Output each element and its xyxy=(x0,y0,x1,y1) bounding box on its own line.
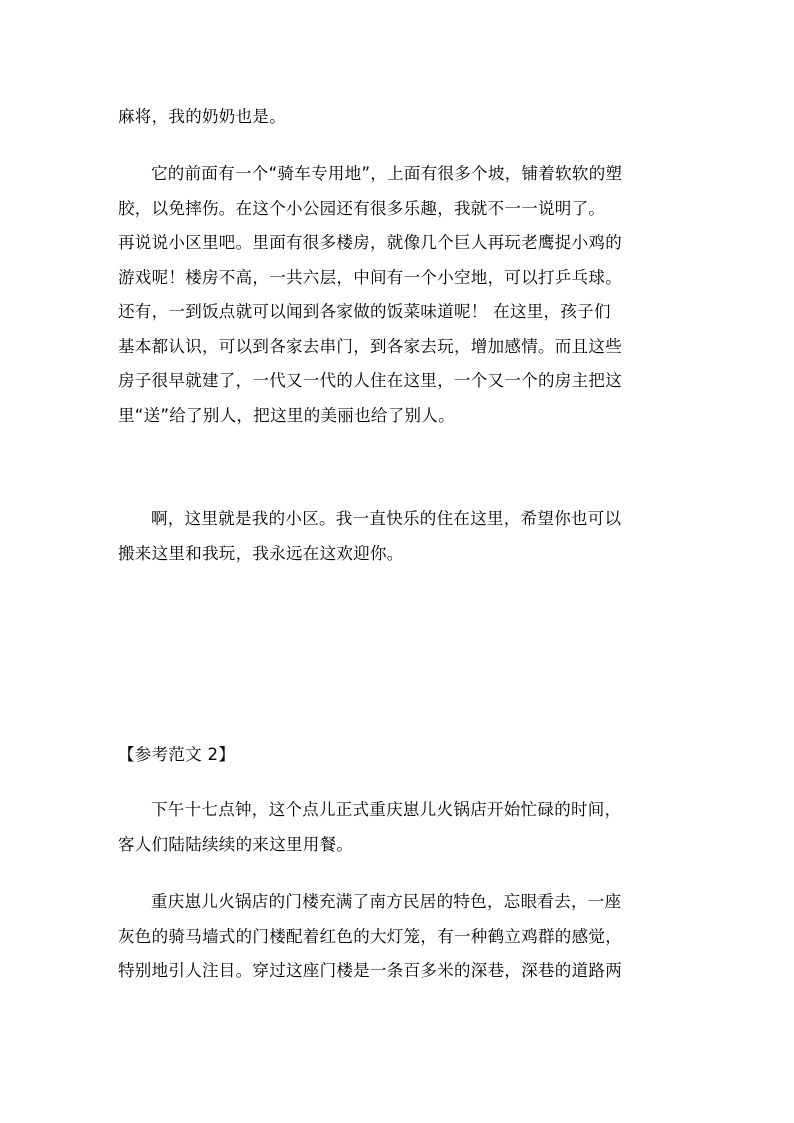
paragraph-continued xyxy=(118,100,678,135)
text-line: 搬来这里和我玩，我永远在这欢迎你。 xyxy=(118,543,404,563)
text-line: 胶，以免摔伤。在这个小公园还有很多乐趣，我就不一一说明了。 xyxy=(118,198,606,218)
text-line: 啊，这里就是我的小区。我一直快乐的住在这里，希望你也可以 xyxy=(151,509,622,528)
paragraph-opening-time xyxy=(118,793,678,862)
paragraph-restaurant-gate xyxy=(118,885,678,989)
text-line: 基本都认识，可以到各家去串门，到各家去玩，增加感情。而且这些 xyxy=(118,336,622,356)
text-line: 灰色的骑马墙式的门楼配着红色的大灯笼，有一种鹤立鸡群的感觉， xyxy=(118,926,622,946)
text-line: 里“送”给了别人，把这里的美丽也给了别人。 xyxy=(118,405,455,425)
text-line: 下午十七点钟，这个点儿正式重庆崽儿火锅店开始忙碌的时间， xyxy=(151,800,622,819)
text-line: 特别地引人注目。穿过这座门楼是一条百多米的深巷，深巷的道路两 xyxy=(118,961,622,980)
heading-text: 【参考范文 2】 xyxy=(118,745,236,764)
paragraph-park-and-community xyxy=(118,157,678,433)
text-line: 它的前面有一个“骑车专用地”，上面有很多个坡，铺着软软的塑 xyxy=(151,164,623,183)
text-line: 还有，一到饭点就可以闻到各家做的饭菜味道呢！ 在这里，孩子们 xyxy=(118,302,611,321)
text-line: 重庆崽儿火锅店的门楼充满了南方民居的特色，忘眼看去，一座 xyxy=(151,892,622,911)
paragraph-conclusion xyxy=(118,502,678,571)
text-line: 客人们陆陆续续的来这里用餐。 xyxy=(118,834,354,854)
text-line: 游戏呢！楼房不高，一共六层，中间有一个小空地，可以打乒乓球。 xyxy=(118,267,622,287)
section-heading xyxy=(118,738,678,773)
text-line: 麻将，我的奶奶也是。 xyxy=(118,107,286,126)
text-line: 房子很早就建了，一代又一代的人住在这里，一个又一个的房主把这 xyxy=(118,371,622,390)
text-line: 再说说小区里吧。里面有很多楼房，就像几个巨人再玩老鹰捉小鸡的 xyxy=(118,233,622,252)
